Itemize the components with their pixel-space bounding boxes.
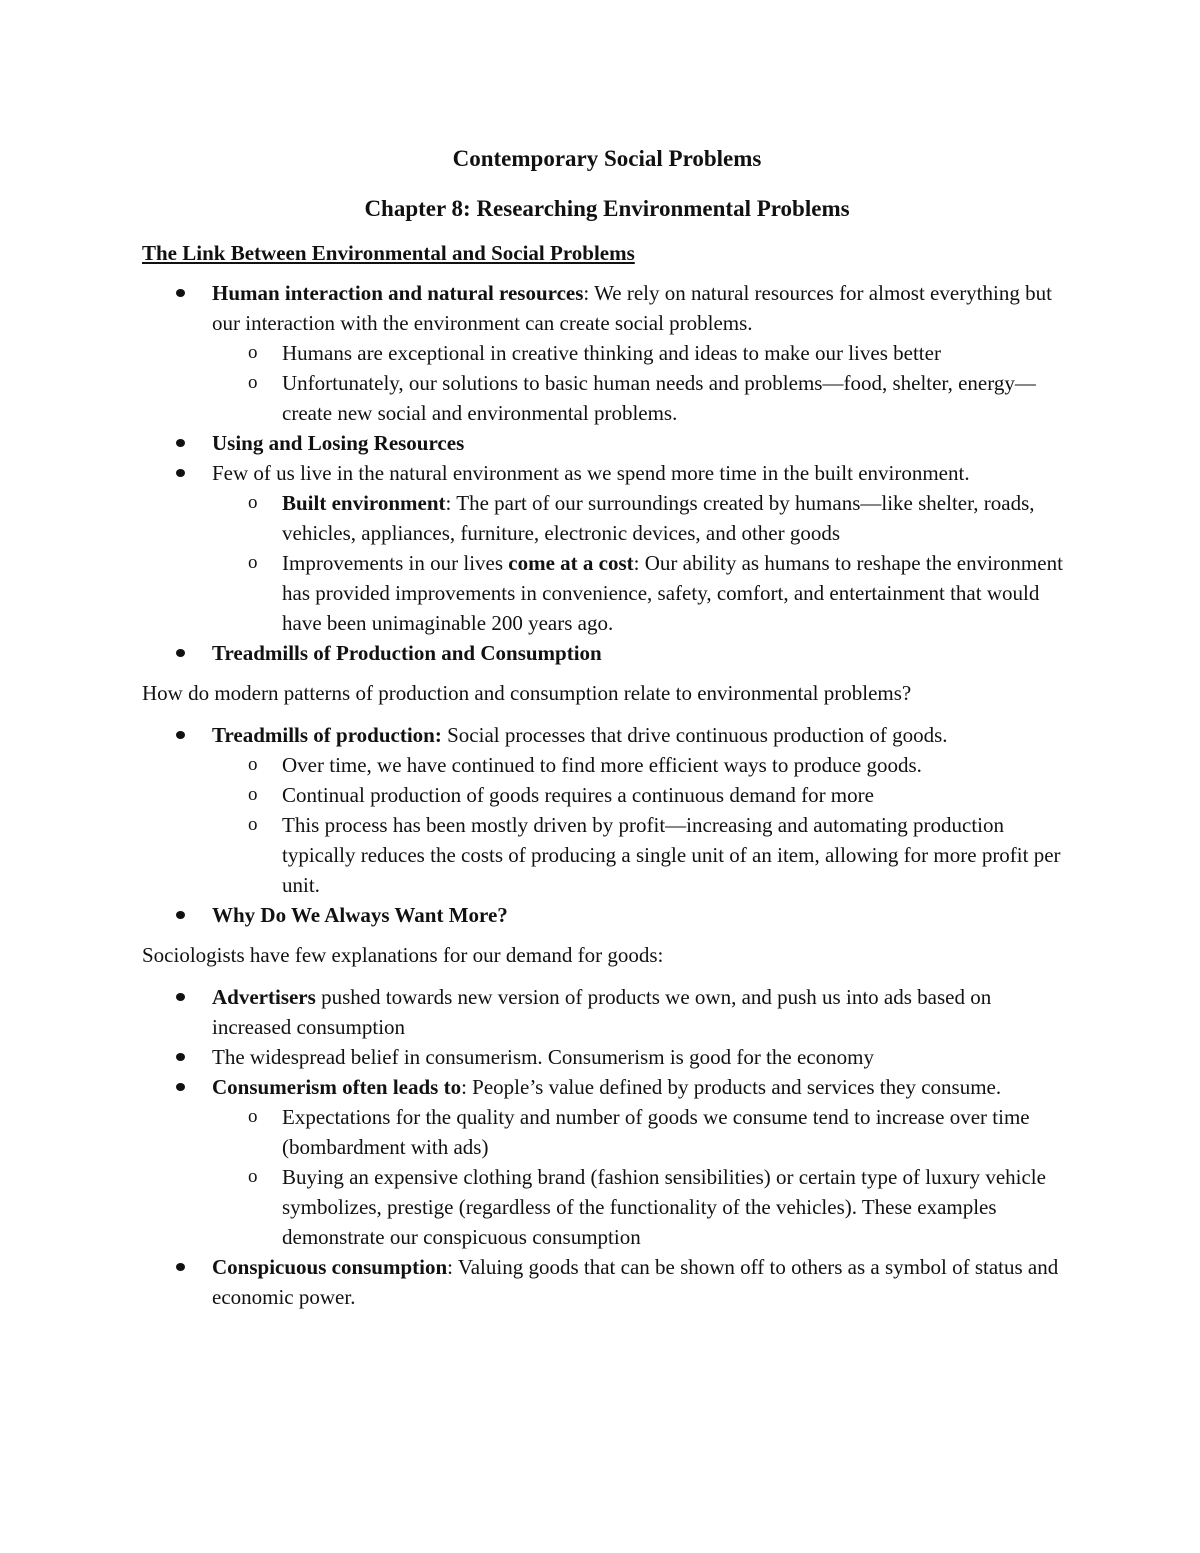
term: Treadmills of Production and Consumption	[212, 641, 602, 665]
bullet-icon	[176, 993, 185, 1001]
section2-list	[142, 720, 1072, 930]
term: Human interaction and natural resources	[212, 281, 584, 305]
term: come at a cost	[508, 551, 634, 575]
circle-bullet-icon: o	[248, 492, 258, 513]
term: Advertisers	[212, 985, 316, 1009]
term: Built environment	[282, 491, 446, 515]
sub-item-text: Humans are exceptional in creative thinking and ideas to make our lives better	[282, 341, 941, 365]
definition: : The part of our surroundings created by humans—like shelter, roads, vehicles, appliances, furniture, electronic devices, and other goods	[282, 491, 1035, 545]
circle-bullet-icon: o	[248, 342, 258, 363]
bullet-icon	[176, 289, 185, 297]
sub-list-item	[212, 368, 1072, 428]
sub-item-text: This process has been mostly driven by profit—increasing and automating production typically reduces the costs of producing a single unit of an item, allowing for more profit per unit.	[282, 813, 1061, 897]
sub-item-text: Improvements in our lives	[282, 551, 509, 575]
circle-bullet-icon: o	[248, 552, 258, 573]
item-text: The widespread belief in consumerism. Consumerism is good for the economy	[212, 1045, 874, 1069]
bullet-icon	[176, 1083, 185, 1091]
section-heading: The Link Between Environmental and Social Problems	[142, 241, 635, 265]
sub-item-text: Expectations for the quality and number of goods we consume tend to increase over time (bombardment with ads)	[282, 1105, 1030, 1159]
circle-bullet-icon: o	[248, 814, 258, 835]
sub-list-item	[212, 1102, 1072, 1162]
list-item	[142, 1072, 1072, 1252]
list-item	[142, 720, 1072, 900]
list-item	[142, 900, 1072, 930]
definition: : Our ability as humans to reshape the environment has provided improvements in convenience, safety, comfort, and entertainment that would have been unimaginable 200 years ago.	[282, 551, 1063, 635]
sub-item-text: Buying an expensive clothing brand (fashion sensibilities) or certain type of luxury vehicle symbolizes, prestige (regardless of the functionality of the vehicles). These examples demonstrate our conspicuous consumption	[282, 1165, 1046, 1249]
circle-bullet-icon: o	[248, 754, 258, 775]
sub-list	[212, 338, 1072, 428]
bullet-icon	[176, 469, 185, 477]
term: Conspicuous consumption	[212, 1255, 448, 1279]
term: Consumerism often leads to	[212, 1075, 462, 1099]
list-item	[142, 638, 1072, 668]
sub-list-item	[212, 338, 1072, 368]
bullet-icon	[176, 731, 185, 739]
list-item	[142, 982, 1072, 1042]
sub-item-text: Over time, we have continued to find more efficient ways to produce goods.	[282, 753, 922, 777]
list-item	[142, 1252, 1072, 1312]
definition: : We rely on natural resources for almost everything but our interaction with the environment can create social problems.	[212, 281, 1052, 335]
bullet-icon	[176, 911, 185, 919]
list-item	[142, 278, 1072, 428]
sub-list	[212, 750, 1072, 900]
sub-list-item	[212, 1162, 1072, 1252]
definition: : People’s value defined by products and services they consume.	[461, 1075, 1002, 1099]
section1-list	[142, 278, 1072, 668]
document-title: Contemporary Social Problems	[452, 146, 762, 171]
item-text: Few of us live in the natural environment as we spend more time in the built environment.	[212, 461, 970, 485]
sub-item-text: Continual production of goods requires a continuous demand for more	[282, 783, 874, 807]
sub-list-item	[212, 488, 1072, 548]
sub-list-item	[212, 548, 1072, 638]
term: Using and Losing Resources	[212, 431, 465, 455]
circle-bullet-icon: o	[248, 1166, 258, 1187]
sub-list-item	[212, 750, 1072, 780]
question-paragraph: How do modern patterns of production and consumption relate to environmental problems?	[142, 681, 912, 705]
list-item	[142, 428, 1072, 458]
list-item	[142, 1042, 1072, 1072]
bullet-icon	[176, 1053, 185, 1061]
chapter-title: Chapter 8: Researching Environmental Problems	[364, 196, 850, 221]
document-page	[142, 140, 1072, 1312]
bullet-icon	[176, 649, 185, 657]
definition: pushed towards new version of products we own, and push us into ads based on increased consumption	[212, 985, 992, 1039]
circle-bullet-icon: o	[248, 784, 258, 805]
term: Why Do We Always Want More?	[212, 903, 508, 927]
sub-item-text: Unfortunately, our solutions to basic human needs and problems—food, shelter, energy—create new social and environmental problems.	[282, 371, 1036, 425]
sub-list	[212, 1102, 1072, 1252]
sub-list-item	[212, 780, 1072, 810]
section3-list	[142, 982, 1072, 1312]
circle-bullet-icon: o	[248, 372, 258, 393]
definition: Social processes that drive continuous production of goods.	[441, 723, 948, 747]
sub-list-item	[212, 810, 1072, 900]
definition: : Valuing goods that can be shown off to others as a symbol of status and economic power.	[212, 1255, 1059, 1309]
circle-bullet-icon: o	[248, 1106, 258, 1127]
sub-list	[212, 488, 1072, 638]
bullet-icon	[176, 439, 185, 447]
term: Treadmills of production:	[212, 723, 442, 747]
bullet-icon	[176, 1263, 185, 1271]
intro-paragraph: Sociologists have few explanations for our demand for goods:	[142, 943, 664, 967]
list-item	[142, 458, 1072, 638]
